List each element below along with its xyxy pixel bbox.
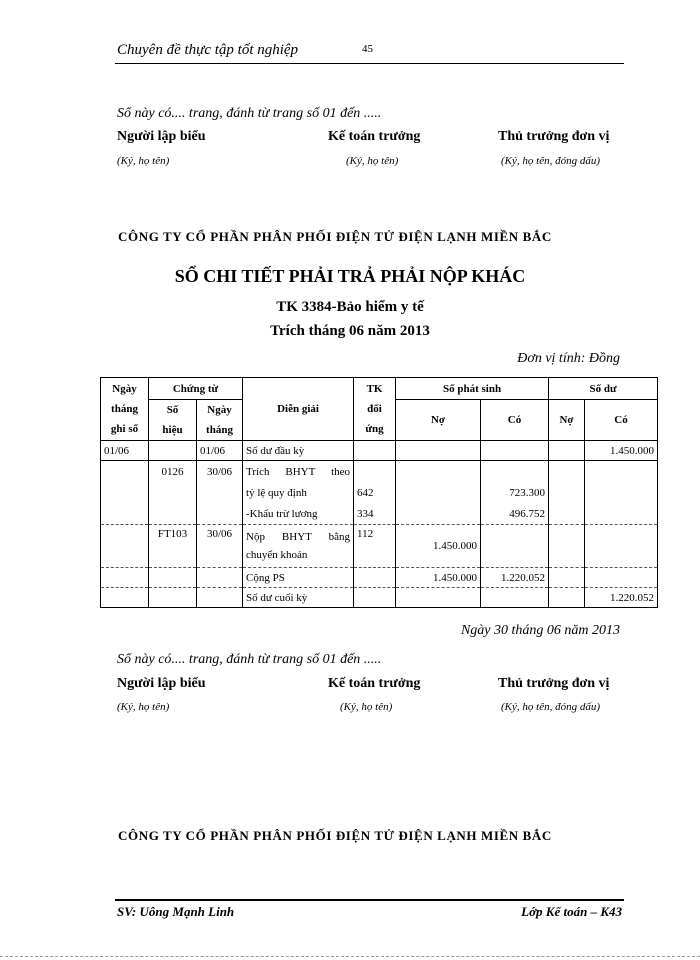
table-row: 0126 30/06 Trích BHYT theo — [101, 461, 658, 484]
report-account: TK 3384-Bảo hiểm y tế — [276, 299, 424, 315]
page-edge-divider — [0, 956, 700, 957]
currency-unit: Đơn vị tính: Đồng — [517, 351, 620, 366]
ledger-table — [100, 377, 658, 608]
header-no: Nợ — [396, 400, 481, 441]
header-so-phat-sinh: Số phát sinh — [396, 378, 549, 400]
signature-note-chief-accountant: (Ký, họ tên) — [346, 155, 399, 167]
header-title: Chuyên đề thực tập tốt nghiệp — [117, 42, 299, 58]
footer-student: SV: Uông Mạnh Linh — [117, 904, 235, 919]
closing-balance-row: Số dư cuối kỳ 1.220.052 — [101, 588, 658, 608]
total-ps-row: Cộng PS 1.450.000 1.220.052 — [101, 568, 658, 588]
table-row: 01/06 01/06 Số dư đầu kỳ 1.450.000 — [101, 441, 658, 461]
table-row: tỷ lệ quy định 642 723.300 — [101, 483, 658, 503]
report-period: Trích tháng 06 năm 2013 — [270, 323, 430, 339]
signature-title-preparer: Người lập biểu — [117, 129, 206, 144]
page-count-note: Sổ này có.... trang, đánh từ trang số 01 đến ..... — [117, 106, 382, 121]
header-ngay-thang: Ngày tháng — [197, 400, 243, 441]
signature-note-director-bottom: (Ký, họ tên, đóng dấu) — [501, 701, 600, 713]
page-count-note-bottom: Sổ này có.... trang, đánh từ trang số 01 đến ..... — [117, 652, 382, 667]
header-chung-tu: Chứng từ — [149, 378, 243, 400]
header-du-no: Nợ — [549, 400, 585, 441]
header-ngay-ghi-so: Ngày tháng ghi sổ — [101, 378, 149, 441]
header-tk-doi-ung: TK đối ứng — [354, 378, 396, 441]
signature-title-director: Thủ trưởng đơn vị — [498, 129, 610, 144]
signature-note-chief-accountant-bottom: (Ký, họ tên) — [340, 701, 393, 713]
header-dien-giai: Diễn giải — [243, 378, 354, 441]
table-row: -Khấu trừ lương 334 496.752 — [101, 503, 658, 525]
footer-class: Lớp Kế toán – K43 — [521, 904, 622, 919]
header-divider — [115, 63, 624, 64]
footer-divider — [115, 899, 624, 901]
header-so-hieu: Số hiệu — [149, 400, 197, 441]
signature-title-chief-accountant: Kế toán trưởng — [328, 129, 421, 144]
header-co: Có — [481, 400, 549, 441]
header-du-co: Có — [585, 400, 658, 441]
company-name-bottom: CÔNG TY CỔ PHẦN PHÂN PHỐI ĐIỆN TỬ ĐIỆN LẠNH MIỀN BẮC — [118, 828, 552, 843]
signature-note-preparer: (Ký, họ tên) — [117, 155, 170, 167]
report-date: Ngày 30 tháng 06 năm 2013 — [460, 623, 620, 638]
signature-title-preparer-bottom: Người lập biểu — [117, 676, 206, 691]
report-title: SỔ CHI TIẾT PHẢI TRẢ PHẢI NỘP KHÁC — [174, 266, 526, 286]
signature-title-director-bottom: Thủ trưởng đơn vị — [498, 676, 610, 691]
signature-title-chief-accountant-bottom: Kế toán trưởng — [328, 676, 421, 691]
company-name: CÔNG TY CỔ PHẦN PHÂN PHỐI ĐIỆN TỬ ĐIỆN LẠNH MIỀN BẮC — [118, 229, 552, 244]
table-row: FT103 30/06 Nộp BHYT bằng chuyển khoản 112 1.450.000 — [101, 525, 658, 568]
page-number: 45 — [362, 43, 373, 55]
signature-note-director: (Ký, họ tên, đóng dấu) — [501, 155, 600, 167]
signature-note-preparer-bottom: (Ký, họ tên) — [117, 701, 170, 713]
header-so-du: Số dư — [549, 378, 658, 400]
